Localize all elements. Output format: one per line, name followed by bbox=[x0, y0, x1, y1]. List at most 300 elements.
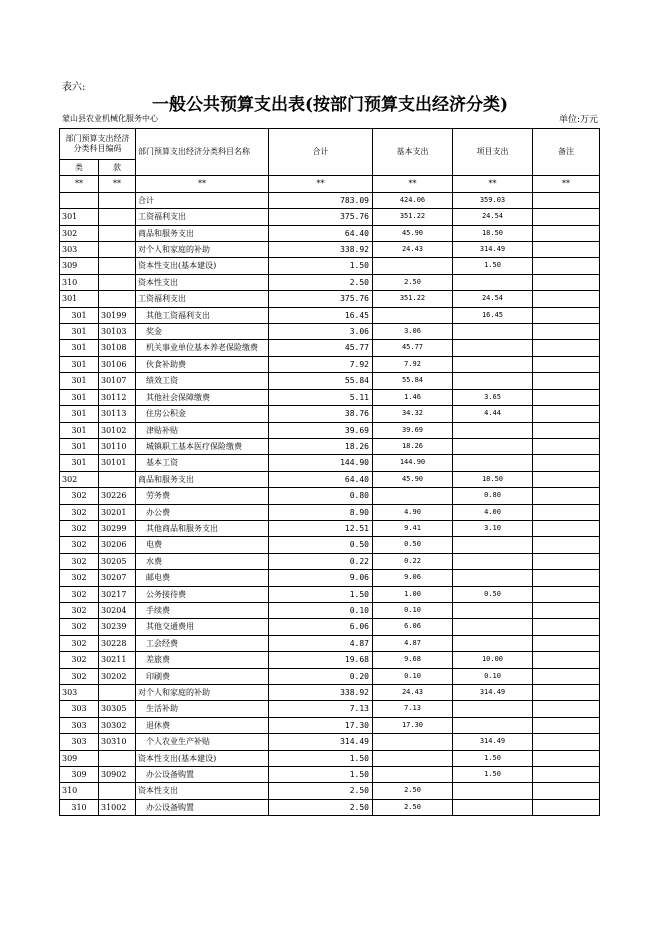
cell-name: 其他工资福利支出 bbox=[136, 307, 269, 323]
cell-project: 1.50 bbox=[453, 750, 533, 766]
table-row bbox=[60, 767, 600, 783]
cell-kuan: 30113 bbox=[99, 406, 136, 422]
cell-basic: 351.22 bbox=[373, 209, 453, 225]
cell-lei: 310 bbox=[60, 274, 99, 290]
cell-lei: 303 bbox=[60, 242, 99, 258]
cell-remark bbox=[533, 750, 600, 766]
cell-lei bbox=[60, 192, 99, 208]
cell-total: 9.06 bbox=[269, 570, 373, 586]
cell-remark bbox=[533, 537, 600, 553]
cell-remark bbox=[533, 619, 600, 635]
cell-lei: 302 bbox=[60, 537, 99, 553]
cell-remark bbox=[533, 799, 600, 815]
cell-name: 工会经费 bbox=[136, 635, 269, 651]
cell-basic: 39.69 bbox=[373, 422, 453, 438]
cell-kuan: 31002 bbox=[99, 799, 136, 815]
cell-name: 其他交通费用 bbox=[136, 619, 269, 635]
cell-total: 338.92 bbox=[269, 685, 373, 701]
cell-project bbox=[453, 553, 533, 569]
cell-basic: 45.90 bbox=[373, 471, 453, 487]
budget-table bbox=[59, 128, 600, 816]
star-kuan: ** bbox=[99, 176, 136, 192]
table-row bbox=[60, 242, 600, 258]
cell-kuan: 30112 bbox=[99, 389, 136, 405]
cell-name: 对个人和家庭的补助 bbox=[136, 242, 269, 258]
cell-name: 基本工资 bbox=[136, 455, 269, 471]
cell-project bbox=[453, 438, 533, 454]
cell-lei: 310 bbox=[60, 783, 99, 799]
cell-kuan: 30228 bbox=[99, 635, 136, 651]
cell-total: 64.40 bbox=[269, 225, 373, 241]
cell-basic: 1.00 bbox=[373, 586, 453, 602]
cell-project: 3.65 bbox=[453, 389, 533, 405]
cell-project: 314.49 bbox=[453, 734, 533, 750]
cell-project: 24.54 bbox=[453, 291, 533, 307]
cell-kuan bbox=[99, 471, 136, 487]
cell-kuan: 30305 bbox=[99, 701, 136, 717]
cell-total: 55.84 bbox=[269, 373, 373, 389]
header-basic: 基本支出 bbox=[373, 129, 453, 176]
cell-total: 64.40 bbox=[269, 471, 373, 487]
cell-total: 2.50 bbox=[269, 274, 373, 290]
cell-total: 0.20 bbox=[269, 668, 373, 684]
cell-name: 机关事业单位基本养老保险缴费 bbox=[136, 340, 269, 356]
cell-kuan: 30107 bbox=[99, 373, 136, 389]
cell-lei: 301 bbox=[60, 209, 99, 225]
cell-total: 8.90 bbox=[269, 504, 373, 520]
cell-name: 其他商品和服务支出 bbox=[136, 520, 269, 536]
organization-name: 蒙山县农业机械化服务中心 bbox=[62, 114, 158, 123]
cell-lei: 301 bbox=[60, 356, 99, 372]
cell-remark bbox=[533, 307, 600, 323]
cell-project bbox=[453, 717, 533, 733]
cell-project: 0.80 bbox=[453, 488, 533, 504]
cell-name: 住房公积金 bbox=[136, 406, 269, 422]
cell-basic: 7.92 bbox=[373, 356, 453, 372]
cell-remark bbox=[533, 209, 600, 225]
cell-kuan: 30226 bbox=[99, 488, 136, 504]
cell-basic: 2.50 bbox=[373, 783, 453, 799]
cell-kuan bbox=[99, 291, 136, 307]
cell-remark bbox=[533, 504, 600, 520]
cell-kuan bbox=[99, 225, 136, 241]
cell-lei: 302 bbox=[60, 504, 99, 520]
cell-remark bbox=[533, 340, 600, 356]
cell-total: 18.26 bbox=[269, 438, 373, 454]
cell-remark bbox=[533, 668, 600, 684]
cell-remark bbox=[533, 586, 600, 602]
cell-basic: 55.84 bbox=[373, 373, 453, 389]
cell-remark bbox=[533, 471, 600, 487]
cell-project bbox=[453, 340, 533, 356]
cell-total: 2.50 bbox=[269, 783, 373, 799]
cell-kuan bbox=[99, 258, 136, 274]
table-row bbox=[60, 570, 600, 586]
cell-lei: 303 bbox=[60, 734, 99, 750]
cell-project bbox=[453, 783, 533, 799]
cell-project: 4.44 bbox=[453, 406, 533, 422]
cell-remark bbox=[533, 767, 600, 783]
cell-kuan: 30302 bbox=[99, 717, 136, 733]
cell-name: 对个人和家庭的补助 bbox=[136, 685, 269, 701]
cell-project: 0.10 bbox=[453, 668, 533, 684]
cell-remark bbox=[533, 455, 600, 471]
cell-lei: 302 bbox=[60, 520, 99, 536]
cell-kuan: 30239 bbox=[99, 619, 136, 635]
cell-basic: 3.06 bbox=[373, 324, 453, 340]
cell-basic: 2.50 bbox=[373, 274, 453, 290]
cell-total: 144.90 bbox=[269, 455, 373, 471]
cell-kuan: 30106 bbox=[99, 356, 136, 372]
cell-kuan bbox=[99, 783, 136, 799]
cell-total: 4.87 bbox=[269, 635, 373, 651]
cell-basic: 18.26 bbox=[373, 438, 453, 454]
cell-lei: 301 bbox=[60, 307, 99, 323]
cell-name: 资本性支出(基本建设) bbox=[136, 750, 269, 766]
cell-total: 5.11 bbox=[269, 389, 373, 405]
cell-basic: 34.32 bbox=[373, 406, 453, 422]
cell-lei: 309 bbox=[60, 258, 99, 274]
header-code-group: 部门预算支出经济分类科目编码 bbox=[60, 129, 136, 160]
cell-project: 4.00 bbox=[453, 504, 533, 520]
cell-basic bbox=[373, 734, 453, 750]
cell-kuan bbox=[99, 242, 136, 258]
cell-basic: 0.10 bbox=[373, 602, 453, 618]
cell-basic: 9.06 bbox=[373, 570, 453, 586]
cell-total: 0.80 bbox=[269, 488, 373, 504]
cell-project bbox=[453, 799, 533, 815]
table-row bbox=[60, 225, 600, 241]
cell-lei: 301 bbox=[60, 455, 99, 471]
table-number: 表六: bbox=[62, 82, 86, 93]
cell-project: 3.10 bbox=[453, 520, 533, 536]
cell-name: 资本性支出(基本建设) bbox=[136, 258, 269, 274]
cell-kuan bbox=[99, 274, 136, 290]
cell-remark bbox=[533, 652, 600, 668]
cell-total: 0.22 bbox=[269, 553, 373, 569]
cell-project: 359.03 bbox=[453, 192, 533, 208]
cell-lei: 302 bbox=[60, 570, 99, 586]
cell-name: 印刷费 bbox=[136, 668, 269, 684]
cell-name: 邮电费 bbox=[136, 570, 269, 586]
cell-kuan: 30201 bbox=[99, 504, 136, 520]
cell-name: 公务接待费 bbox=[136, 586, 269, 602]
star-remark: ** bbox=[533, 176, 600, 192]
cell-kuan bbox=[99, 685, 136, 701]
cell-total: 6.06 bbox=[269, 619, 373, 635]
cell-name: 差旅费 bbox=[136, 652, 269, 668]
table-row bbox=[60, 373, 600, 389]
cell-basic: 4.90 bbox=[373, 504, 453, 520]
cell-kuan: 30110 bbox=[99, 438, 136, 454]
table-row bbox=[60, 783, 600, 799]
cell-remark bbox=[533, 225, 600, 241]
cell-basic: 4.87 bbox=[373, 635, 453, 651]
cell-total: 19.68 bbox=[269, 652, 373, 668]
star-basic: ** bbox=[373, 176, 453, 192]
cell-basic: 0.22 bbox=[373, 553, 453, 569]
cell-project bbox=[453, 635, 533, 651]
cell-lei: 302 bbox=[60, 488, 99, 504]
cell-total: 1.50 bbox=[269, 767, 373, 783]
cell-name: 合计 bbox=[136, 192, 269, 208]
cell-project bbox=[453, 455, 533, 471]
cell-kuan: 30199 bbox=[99, 307, 136, 323]
cell-remark bbox=[533, 520, 600, 536]
cell-kuan bbox=[99, 209, 136, 225]
cell-basic: 0.10 bbox=[373, 668, 453, 684]
cell-project: 18.50 bbox=[453, 471, 533, 487]
cell-remark bbox=[533, 685, 600, 701]
cell-total: 375.76 bbox=[269, 209, 373, 225]
cell-basic bbox=[373, 488, 453, 504]
cell-lei: 303 bbox=[60, 701, 99, 717]
cell-name: 奖金 bbox=[136, 324, 269, 340]
cell-name: 商品和服务支出 bbox=[136, 471, 269, 487]
header-remark: 备注 bbox=[533, 129, 600, 176]
cell-remark bbox=[533, 242, 600, 258]
table-row bbox=[60, 192, 600, 208]
cell-lei: 302 bbox=[60, 652, 99, 668]
table-row bbox=[60, 274, 600, 290]
cell-total: 1.50 bbox=[269, 258, 373, 274]
cell-name: 商品和服务支出 bbox=[136, 225, 269, 241]
cell-total: 375.76 bbox=[269, 291, 373, 307]
cell-kuan: 30204 bbox=[99, 602, 136, 618]
cell-total: 314.49 bbox=[269, 734, 373, 750]
cell-remark bbox=[533, 602, 600, 618]
cell-name: 津贴补贴 bbox=[136, 422, 269, 438]
cell-basic: 2.50 bbox=[373, 799, 453, 815]
cell-total: 12.51 bbox=[269, 520, 373, 536]
cell-remark bbox=[533, 717, 600, 733]
table-row bbox=[60, 537, 600, 553]
cell-remark bbox=[533, 488, 600, 504]
table-row bbox=[60, 701, 600, 717]
table-row bbox=[60, 422, 600, 438]
cell-remark bbox=[533, 389, 600, 405]
table-row bbox=[60, 717, 600, 733]
cell-kuan: 30102 bbox=[99, 422, 136, 438]
cell-name: 伙食补助费 bbox=[136, 356, 269, 372]
cell-total: 39.69 bbox=[269, 422, 373, 438]
table-row bbox=[60, 668, 600, 684]
cell-name: 资本性支出 bbox=[136, 274, 269, 290]
cell-name: 水费 bbox=[136, 553, 269, 569]
cell-remark bbox=[533, 324, 600, 340]
cell-name: 工资福利支出 bbox=[136, 209, 269, 225]
cell-remark bbox=[533, 274, 600, 290]
star-total: ** bbox=[269, 176, 373, 192]
cell-name: 劳务费 bbox=[136, 488, 269, 504]
cell-name: 工资福利支出 bbox=[136, 291, 269, 307]
page-title: 一般公共预算支出表(按部门预算支出经济分类) bbox=[151, 95, 509, 115]
cell-project: 314.49 bbox=[453, 242, 533, 258]
cell-name: 电费 bbox=[136, 537, 269, 553]
cell-lei: 301 bbox=[60, 373, 99, 389]
cell-remark bbox=[533, 701, 600, 717]
cell-basic: 9.68 bbox=[373, 652, 453, 668]
cell-name: 绩效工资 bbox=[136, 373, 269, 389]
table-row bbox=[60, 602, 600, 618]
table-row bbox=[60, 291, 600, 307]
cell-name: 城镇职工基本医疗保险缴费 bbox=[136, 438, 269, 454]
cell-remark bbox=[533, 406, 600, 422]
table-row bbox=[60, 488, 600, 504]
cell-name: 手续费 bbox=[136, 602, 269, 618]
cell-basic: 1.46 bbox=[373, 389, 453, 405]
table-row bbox=[60, 520, 600, 536]
cell-kuan: 30206 bbox=[99, 537, 136, 553]
cell-kuan: 30207 bbox=[99, 570, 136, 586]
cell-total: 3.06 bbox=[269, 324, 373, 340]
cell-project: 314.49 bbox=[453, 685, 533, 701]
cell-basic bbox=[373, 750, 453, 766]
cell-total: 338.92 bbox=[269, 242, 373, 258]
cell-kuan: 30310 bbox=[99, 734, 136, 750]
cell-kuan: 30211 bbox=[99, 652, 136, 668]
cell-remark bbox=[533, 356, 600, 372]
header-total: 合计 bbox=[269, 129, 373, 176]
cell-total: 0.10 bbox=[269, 602, 373, 618]
table-row bbox=[60, 389, 600, 405]
cell-project bbox=[453, 537, 533, 553]
cell-lei: 309 bbox=[60, 767, 99, 783]
cell-lei: 302 bbox=[60, 635, 99, 651]
cell-project: 1.50 bbox=[453, 767, 533, 783]
star-name: ** bbox=[136, 176, 269, 192]
star-project: ** bbox=[453, 176, 533, 192]
cell-project bbox=[453, 570, 533, 586]
table-row bbox=[60, 471, 600, 487]
table-row bbox=[60, 553, 600, 569]
table-row bbox=[60, 455, 600, 471]
cell-project bbox=[453, 373, 533, 389]
cell-basic bbox=[373, 258, 453, 274]
cell-project bbox=[453, 324, 533, 340]
unit-label: 单位:万元 bbox=[558, 115, 598, 125]
cell-basic: 24.43 bbox=[373, 685, 453, 701]
cell-lei: 303 bbox=[60, 685, 99, 701]
cell-project: 0.50 bbox=[453, 586, 533, 602]
cell-name: 办公设备购置 bbox=[136, 767, 269, 783]
cell-lei: 309 bbox=[60, 750, 99, 766]
table-row bbox=[60, 750, 600, 766]
cell-total: 783.09 bbox=[269, 192, 373, 208]
cell-remark bbox=[533, 438, 600, 454]
cell-lei: 302 bbox=[60, 553, 99, 569]
cell-remark bbox=[533, 635, 600, 651]
cell-project bbox=[453, 619, 533, 635]
cell-lei: 310 bbox=[60, 799, 99, 815]
cell-total: 7.92 bbox=[269, 356, 373, 372]
table-row bbox=[60, 799, 600, 815]
table-row bbox=[60, 438, 600, 454]
cell-kuan: 30217 bbox=[99, 586, 136, 602]
cell-kuan: 30205 bbox=[99, 553, 136, 569]
cell-total: 38.76 bbox=[269, 406, 373, 422]
cell-remark bbox=[533, 373, 600, 389]
cell-basic: 351.22 bbox=[373, 291, 453, 307]
header-kuan: 款 bbox=[99, 160, 136, 176]
table-row bbox=[60, 504, 600, 520]
table-row bbox=[60, 307, 600, 323]
cell-basic: 6.06 bbox=[373, 619, 453, 635]
cell-remark bbox=[533, 734, 600, 750]
cell-lei: 301 bbox=[60, 438, 99, 454]
cell-lei: 301 bbox=[60, 406, 99, 422]
cell-lei: 301 bbox=[60, 291, 99, 307]
cell-lei: 302 bbox=[60, 225, 99, 241]
cell-lei: 301 bbox=[60, 389, 99, 405]
cell-kuan bbox=[99, 750, 136, 766]
header-name: 部门预算支出经济分类科目名称 bbox=[136, 129, 269, 176]
cell-total: 17.30 bbox=[269, 717, 373, 733]
cell-basic: 424.06 bbox=[373, 192, 453, 208]
cell-lei: 302 bbox=[60, 471, 99, 487]
cell-basic: 24.43 bbox=[373, 242, 453, 258]
star-lei: ** bbox=[60, 176, 99, 192]
cell-total: 45.77 bbox=[269, 340, 373, 356]
cell-project: 10.00 bbox=[453, 652, 533, 668]
cell-project bbox=[453, 701, 533, 717]
cell-project bbox=[453, 274, 533, 290]
cell-name: 办公设备购置 bbox=[136, 799, 269, 815]
header-lei: 类 bbox=[60, 160, 99, 176]
table-row bbox=[60, 340, 600, 356]
table-row bbox=[60, 635, 600, 651]
table-row bbox=[60, 619, 600, 635]
cell-lei: 302 bbox=[60, 668, 99, 684]
cell-name: 个人农业生产补贴 bbox=[136, 734, 269, 750]
cell-total: 16.45 bbox=[269, 307, 373, 323]
cell-name: 退休费 bbox=[136, 717, 269, 733]
cell-basic: 9.41 bbox=[373, 520, 453, 536]
cell-name: 生活补助 bbox=[136, 701, 269, 717]
cell-basic bbox=[373, 767, 453, 783]
cell-project: 18.50 bbox=[453, 225, 533, 241]
cell-total: 7.13 bbox=[269, 701, 373, 717]
cell-project: 24.54 bbox=[453, 209, 533, 225]
cell-total: 2.50 bbox=[269, 799, 373, 815]
table-row bbox=[60, 734, 600, 750]
cell-lei: 301 bbox=[60, 324, 99, 340]
cell-basic: 17.30 bbox=[373, 717, 453, 733]
header-project: 项目支出 bbox=[453, 129, 533, 176]
cell-total: 0.50 bbox=[269, 537, 373, 553]
cell-basic: 144.90 bbox=[373, 455, 453, 471]
cell-lei: 301 bbox=[60, 422, 99, 438]
cell-project: 1.50 bbox=[453, 258, 533, 274]
table-row bbox=[60, 356, 600, 372]
table-row bbox=[60, 324, 600, 340]
table-row bbox=[60, 586, 600, 602]
cell-total: 1.50 bbox=[269, 586, 373, 602]
cell-kuan bbox=[99, 192, 136, 208]
cell-kuan: 30902 bbox=[99, 767, 136, 783]
cell-remark bbox=[533, 783, 600, 799]
cell-remark bbox=[533, 192, 600, 208]
table-row bbox=[60, 685, 600, 701]
cell-name: 其他社会保障缴费 bbox=[136, 389, 269, 405]
cell-basic bbox=[373, 307, 453, 323]
cell-name: 办公费 bbox=[136, 504, 269, 520]
cell-basic: 45.90 bbox=[373, 225, 453, 241]
cell-kuan: 30101 bbox=[99, 455, 136, 471]
cell-remark bbox=[533, 570, 600, 586]
cell-lei: 302 bbox=[60, 602, 99, 618]
cell-project bbox=[453, 602, 533, 618]
